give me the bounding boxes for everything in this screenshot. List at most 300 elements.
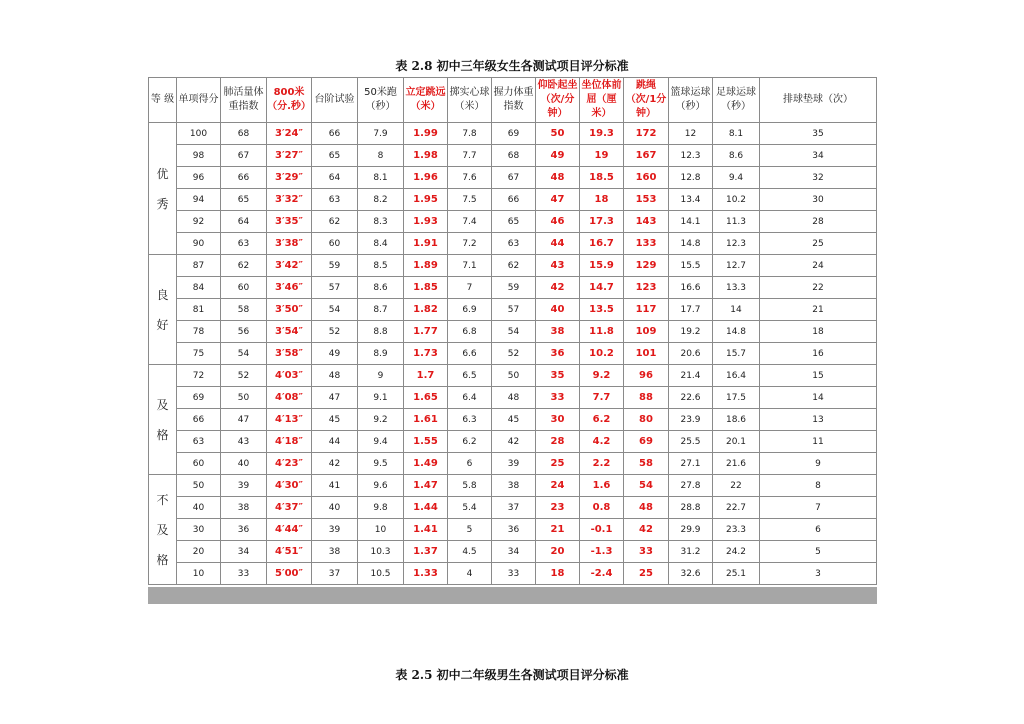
- column-header: 握力体重指数: [492, 78, 536, 123]
- table-cell: 41: [312, 475, 358, 497]
- table-cell: 7.6: [448, 167, 492, 189]
- table-cell: 33: [221, 563, 267, 585]
- table-cell: 6.9: [448, 299, 492, 321]
- grade-level-char: 格: [156, 552, 169, 567]
- grade-level-char: 格: [156, 427, 169, 442]
- header-row: [149, 78, 877, 123]
- table-cell: 69: [177, 387, 221, 409]
- table-cell: 47: [312, 387, 358, 409]
- table-cell: 117: [624, 299, 669, 321]
- table-row: [149, 431, 877, 453]
- table-cell: 25: [536, 453, 580, 475]
- table-cell: 22.7: [713, 497, 760, 519]
- table-cell: 13.4: [669, 189, 713, 211]
- table-cell: 52: [492, 343, 536, 365]
- table-cell: 45: [312, 409, 358, 431]
- table-cell: 8.1: [358, 167, 404, 189]
- table-cell: 129: [624, 255, 669, 277]
- table-cell: 48: [536, 167, 580, 189]
- table-cell: 52: [221, 365, 267, 387]
- table-cell: 49: [536, 145, 580, 167]
- table-cell: 43: [221, 431, 267, 453]
- table-cell: 68: [492, 145, 536, 167]
- table-row: [149, 277, 877, 299]
- table-cell: 1.95: [404, 189, 448, 211]
- table-cell: 30: [760, 189, 877, 211]
- table-cell: 1.6: [580, 475, 624, 497]
- column-header: 肺活量体重指数: [221, 78, 267, 123]
- table-cell: 4′44″: [267, 519, 312, 541]
- table-cell: 32: [760, 167, 877, 189]
- table-cell: 27.1: [669, 453, 713, 475]
- table-cell: 21: [536, 519, 580, 541]
- table-cell: 10.3: [358, 541, 404, 563]
- table-cell: 153: [624, 189, 669, 211]
- table-cell: 30: [177, 519, 221, 541]
- table-cell: 15.7: [713, 343, 760, 365]
- table-cell: 15.5: [669, 255, 713, 277]
- table-cell: 7: [760, 497, 877, 519]
- table-cell: 50: [536, 123, 580, 145]
- table-cell: 7.5: [448, 189, 492, 211]
- table-cell: 25.1: [713, 563, 760, 585]
- column-header: 50米跑（秒）: [358, 78, 404, 123]
- table-cell: 8.7: [358, 299, 404, 321]
- table-cell: 40: [312, 497, 358, 519]
- table-cell: 90: [177, 233, 221, 255]
- table-cell: 6.6: [448, 343, 492, 365]
- column-header: 台阶试验: [312, 78, 358, 123]
- table-cell: 32.6: [669, 563, 713, 585]
- table-cell: 80: [624, 409, 669, 431]
- table-cell: 6.8: [448, 321, 492, 343]
- table-cell: 88: [624, 387, 669, 409]
- table-row: [149, 299, 877, 321]
- table-cell: 9.5: [358, 453, 404, 475]
- table-cell: 17.5: [713, 387, 760, 409]
- table-cell: 8.6: [358, 277, 404, 299]
- table-cell: 42: [624, 519, 669, 541]
- table-cell: 24: [760, 255, 877, 277]
- column-header: 立定跳远（米）: [404, 78, 448, 123]
- table-cell: 60: [221, 277, 267, 299]
- table-cell: 34: [221, 541, 267, 563]
- table-cell: 1.65: [404, 387, 448, 409]
- table-cell: 48: [312, 365, 358, 387]
- table-cell: 62: [221, 255, 267, 277]
- table-cell: 60: [312, 233, 358, 255]
- table-cell: 63: [492, 233, 536, 255]
- table-cell: 16.6: [669, 277, 713, 299]
- table-title: 表 2.8 初中三年级女生各测试项目评分标准: [395, 59, 629, 73]
- table-cell: 10: [358, 519, 404, 541]
- table-cell: 34: [760, 145, 877, 167]
- table-cell: 67: [221, 145, 267, 167]
- table-cell: 37: [492, 497, 536, 519]
- grade-level-char: 良: [156, 287, 169, 302]
- table-cell: 8.4: [358, 233, 404, 255]
- table-cell: 8.9: [358, 343, 404, 365]
- table-cell: 1.7: [404, 365, 448, 387]
- table-cell: 1.44: [404, 497, 448, 519]
- table-cell: 28: [536, 431, 580, 453]
- table-cell: 6: [448, 453, 492, 475]
- table-cell: 23.9: [669, 409, 713, 431]
- table-row: [149, 387, 877, 409]
- table-cell: 33: [536, 387, 580, 409]
- table-row: [149, 475, 877, 497]
- table-cell: 5.8: [448, 475, 492, 497]
- table-cell: 2.2: [580, 453, 624, 475]
- table-cell: 10: [177, 563, 221, 585]
- table-cell: 1.33: [404, 563, 448, 585]
- table-cell: 12.3: [669, 145, 713, 167]
- table-cell: 9.2: [358, 409, 404, 431]
- table-cell: 48: [492, 387, 536, 409]
- table-cell: 36: [492, 519, 536, 541]
- table-cell: 25: [624, 563, 669, 585]
- table-cell: 11: [760, 431, 877, 453]
- table-cell: 54: [624, 475, 669, 497]
- table-cell: 167: [624, 145, 669, 167]
- table-cell: 66: [221, 167, 267, 189]
- table-cell: 42: [536, 277, 580, 299]
- table-cell: 9.6: [358, 475, 404, 497]
- table-cell: 57: [312, 277, 358, 299]
- table-cell: 4.5: [448, 541, 492, 563]
- column-header: 800米（分.秒）: [267, 78, 312, 123]
- table-row: [149, 343, 877, 365]
- table-cell: 1.61: [404, 409, 448, 431]
- table-cell: 7.2: [448, 233, 492, 255]
- table-cell: 7.8: [448, 123, 492, 145]
- table-cell: 44: [312, 431, 358, 453]
- table-cell: 3′32″: [267, 189, 312, 211]
- table-cell: 16.7: [580, 233, 624, 255]
- table-row: [149, 189, 877, 211]
- table-cell: 49: [312, 343, 358, 365]
- table-cell: 20.1: [713, 431, 760, 453]
- table-cell: 7.1: [448, 255, 492, 277]
- table-cell: 8: [358, 145, 404, 167]
- table-cell: 9.2: [580, 365, 624, 387]
- table-cell: 15: [760, 365, 877, 387]
- table-cell: 38: [312, 541, 358, 563]
- table-cell: 34: [492, 541, 536, 563]
- table-cell: 8: [760, 475, 877, 497]
- table-cell: 7: [448, 277, 492, 299]
- table-cell: 6.2: [448, 431, 492, 453]
- table-cell: 22: [713, 475, 760, 497]
- table-cell: 7.7: [580, 387, 624, 409]
- table-cell: 0.8: [580, 497, 624, 519]
- table-cell: 13: [760, 409, 877, 431]
- table-cell: 57: [492, 299, 536, 321]
- table-cell: -2.4: [580, 563, 624, 585]
- table-cell: 31.2: [669, 541, 713, 563]
- table-cell: 23.3: [713, 519, 760, 541]
- table-cell: 11.3: [713, 211, 760, 233]
- table-cell: 18: [580, 189, 624, 211]
- table-cell: 17.7: [669, 299, 713, 321]
- table-cell: 14: [713, 299, 760, 321]
- table-cell: 5′00″: [267, 563, 312, 585]
- table-cell: 8.6: [713, 145, 760, 167]
- table-cell: 16.4: [713, 365, 760, 387]
- table-cell: 3′24″: [267, 123, 312, 145]
- table-cell: 27.8: [669, 475, 713, 497]
- table-cell: 6.4: [448, 387, 492, 409]
- table-cell: 100: [177, 123, 221, 145]
- table-cell: 30: [536, 409, 580, 431]
- table-cell: 78: [177, 321, 221, 343]
- table-cell: 101: [624, 343, 669, 365]
- table-cell: 58: [624, 453, 669, 475]
- table-cell: 9.1: [358, 387, 404, 409]
- table-cell: 5: [448, 519, 492, 541]
- table-cell: 9.8: [358, 497, 404, 519]
- table-cell: 66: [177, 409, 221, 431]
- table-cell: 84: [177, 277, 221, 299]
- table-cell: 16: [760, 343, 877, 365]
- table-cell: 4′37″: [267, 497, 312, 519]
- column-header: 仰卧起坐（次/分钟）: [536, 78, 580, 123]
- table-row: [149, 255, 877, 277]
- table-cell: 43: [536, 255, 580, 277]
- column-header: 排球垫球（次）: [760, 78, 877, 123]
- table-cell: 3′29″: [267, 167, 312, 189]
- table-row: [149, 233, 877, 255]
- table-cell: 65: [221, 189, 267, 211]
- table-cell: 4′13″: [267, 409, 312, 431]
- table-cell: 37: [312, 563, 358, 585]
- table-cell: 81: [177, 299, 221, 321]
- table-cell: 45: [492, 409, 536, 431]
- table-cell: 1.47: [404, 475, 448, 497]
- table-cell: 160: [624, 167, 669, 189]
- table-cell: 20.6: [669, 343, 713, 365]
- table-cell: 3′58″: [267, 343, 312, 365]
- table-cell: 35: [760, 123, 877, 145]
- table-cell: 3′42″: [267, 255, 312, 277]
- table-cell: 11.8: [580, 321, 624, 343]
- table-cell: 54: [492, 321, 536, 343]
- table-cell: 4′08″: [267, 387, 312, 409]
- table-cell: 19.3: [580, 123, 624, 145]
- table-cell: 18: [536, 563, 580, 585]
- table-cell: 24.2: [713, 541, 760, 563]
- table-cell: 65: [492, 211, 536, 233]
- table-cell: 8.8: [358, 321, 404, 343]
- table-cell: 4.2: [580, 431, 624, 453]
- table-cell: 33: [492, 563, 536, 585]
- table-cell: 44: [536, 233, 580, 255]
- table-cell: 4′18″: [267, 431, 312, 453]
- table-cell: 21: [760, 299, 877, 321]
- table-cell: 40: [221, 453, 267, 475]
- table-cell: 9.4: [713, 167, 760, 189]
- table-cell: 4: [448, 563, 492, 585]
- table-cell: 52: [312, 321, 358, 343]
- table-row: [149, 211, 877, 233]
- table-cell: 1.55: [404, 431, 448, 453]
- table-cell: 7.7: [448, 145, 492, 167]
- grade-level-char: 优: [156, 166, 169, 181]
- table-row: [149, 321, 877, 343]
- table-row: [149, 519, 877, 541]
- table-cell: 143: [624, 211, 669, 233]
- table-cell: 21.6: [713, 453, 760, 475]
- table-cell: 29.9: [669, 519, 713, 541]
- table-cell: 1.93: [404, 211, 448, 233]
- table-cell: 38: [492, 475, 536, 497]
- table-cell: 42: [492, 431, 536, 453]
- table-cell: 38: [536, 321, 580, 343]
- table-cell: 39: [221, 475, 267, 497]
- table-cell: 8.3: [358, 211, 404, 233]
- table-cell: 66: [312, 123, 358, 145]
- table-cell: 28: [760, 211, 877, 233]
- table-cell: 3: [760, 563, 877, 585]
- table-cell: 68: [221, 123, 267, 145]
- table-cell: 14.1: [669, 211, 713, 233]
- table-cell: 63: [177, 431, 221, 453]
- table-cell: 1.77: [404, 321, 448, 343]
- table-cell: 1.49: [404, 453, 448, 475]
- table-cell: 14.8: [713, 321, 760, 343]
- table-cell: -0.1: [580, 519, 624, 541]
- table-cell: 47: [536, 189, 580, 211]
- table-cell: 172: [624, 123, 669, 145]
- column-header: 单项得分: [177, 78, 221, 123]
- table-cell: 6: [760, 519, 877, 541]
- table-cell: 5: [760, 541, 877, 563]
- table-cell: 4′51″: [267, 541, 312, 563]
- table-cell: 9: [358, 365, 404, 387]
- grade-level-cell: [149, 123, 177, 255]
- table-cell: 25: [760, 233, 877, 255]
- table-cell: 13.3: [713, 277, 760, 299]
- table-row: [149, 145, 877, 167]
- table-cell: 28.8: [669, 497, 713, 519]
- grade-level-char: 秀: [156, 196, 169, 211]
- table-cell: 7.9: [358, 123, 404, 145]
- table-cell: 12.3: [713, 233, 760, 255]
- table-cell: 8.1: [713, 123, 760, 145]
- table-cell: 75: [177, 343, 221, 365]
- grade-level-cell: [149, 255, 177, 365]
- table-cell: 18.6: [713, 409, 760, 431]
- table-cell: 69: [492, 123, 536, 145]
- table-cell: 13.5: [580, 299, 624, 321]
- column-header: 篮球运球（秒）: [669, 78, 713, 123]
- table-cell: 9.4: [358, 431, 404, 453]
- table-cell: 36: [536, 343, 580, 365]
- table-cell: 10.2: [713, 189, 760, 211]
- table-cell: 14.7: [580, 277, 624, 299]
- grade-level-char: 及: [156, 522, 169, 537]
- table-cell: 8.2: [358, 189, 404, 211]
- table-cell: 56: [221, 321, 267, 343]
- table-cell: 19.2: [669, 321, 713, 343]
- table-cell: 3′50″: [267, 299, 312, 321]
- table-cell: 50: [221, 387, 267, 409]
- table-cell: 7.4: [448, 211, 492, 233]
- table-cell: 35: [536, 365, 580, 387]
- table-cell: 62: [312, 211, 358, 233]
- table-cell: 109: [624, 321, 669, 343]
- table-cell: 22: [760, 277, 877, 299]
- table-cell: -1.3: [580, 541, 624, 563]
- table-cell: 1.91: [404, 233, 448, 255]
- table-cell: 59: [492, 277, 536, 299]
- table-cell: 40: [177, 497, 221, 519]
- table-cell: 20: [536, 541, 580, 563]
- table-row: [149, 123, 877, 145]
- table-cell: 62: [492, 255, 536, 277]
- table-cell: 67: [492, 167, 536, 189]
- table-cell: 133: [624, 233, 669, 255]
- table-cell: 21.4: [669, 365, 713, 387]
- table-cell: 10.2: [580, 343, 624, 365]
- table-cell: 96: [177, 167, 221, 189]
- table-cell: 8.5: [358, 255, 404, 277]
- table-cell: 64: [221, 211, 267, 233]
- table-cell: 1.99: [404, 123, 448, 145]
- table-cell: 39: [492, 453, 536, 475]
- score-standard-table: [148, 77, 877, 585]
- table-cell: 38: [221, 497, 267, 519]
- table-cell: 1.73: [404, 343, 448, 365]
- column-header: 足球运球（秒）: [713, 78, 760, 123]
- table-cell: 1.37: [404, 541, 448, 563]
- table-cell: 18.5: [580, 167, 624, 189]
- table-cell: 50: [177, 475, 221, 497]
- table-cell: 46: [536, 211, 580, 233]
- table-cell: 3′46″: [267, 277, 312, 299]
- table-cell: 12: [669, 123, 713, 145]
- table-cell: 15.9: [580, 255, 624, 277]
- table-cell: 3′35″: [267, 211, 312, 233]
- table-cell: 72: [177, 365, 221, 387]
- grade-level-char: 不: [156, 492, 169, 507]
- table-cell: 22.6: [669, 387, 713, 409]
- table-cell: 94: [177, 189, 221, 211]
- table-cell: 6.2: [580, 409, 624, 431]
- table-cell: 14.8: [669, 233, 713, 255]
- table-cell: 3′38″: [267, 233, 312, 255]
- table-cell: 65: [312, 145, 358, 167]
- table-cell: 10.5: [358, 563, 404, 585]
- table-row: [149, 453, 877, 475]
- table-cell: 63: [221, 233, 267, 255]
- table-cell: 4′23″: [267, 453, 312, 475]
- table-cell: 19: [580, 145, 624, 167]
- table-cell: 87: [177, 255, 221, 277]
- table-row: [149, 563, 877, 585]
- grade-level-char: 及: [156, 397, 169, 412]
- table-cell: 47: [221, 409, 267, 431]
- grade-level-cell: [149, 475, 177, 585]
- table-cell: 25.5: [669, 431, 713, 453]
- table-row: [149, 365, 877, 387]
- table-row: [149, 497, 877, 519]
- table-cell: 54: [221, 343, 267, 365]
- table-cell: 69: [624, 431, 669, 453]
- table-cell: 3′54″: [267, 321, 312, 343]
- table-cell: 23: [536, 497, 580, 519]
- table-cell: 5.4: [448, 497, 492, 519]
